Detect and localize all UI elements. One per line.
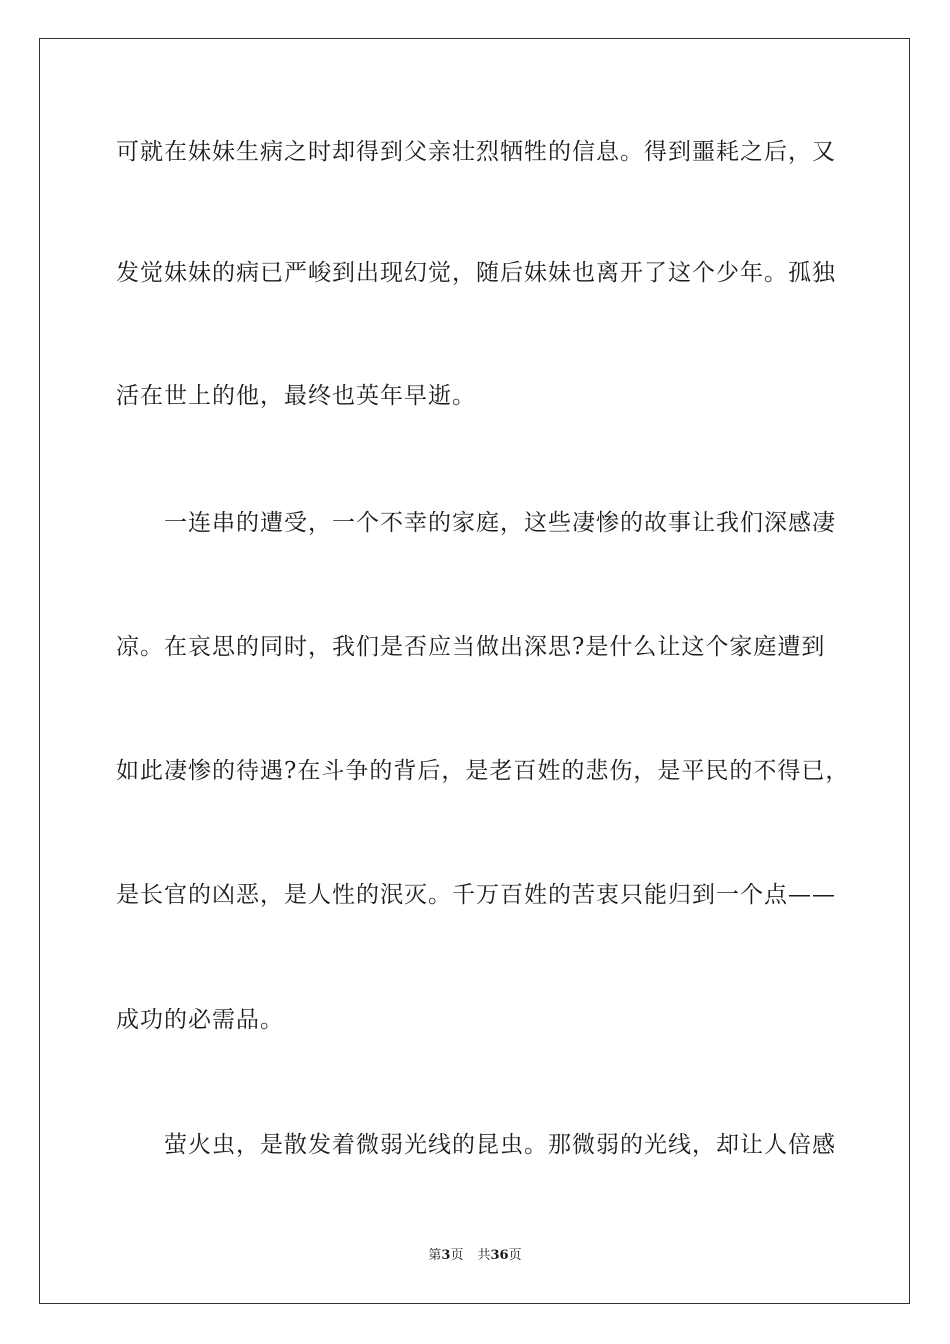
text-line-8: 成功的必需品。 [116, 1007, 284, 1033]
text-line-5: 凉。在哀思的同时，我们是否应当做出深思?是什么让这个家庭遭到 [116, 634, 826, 660]
text-line-3: 活在世上的他，最终也英年早逝。 [116, 383, 476, 409]
total-pages: 36 [490, 1248, 509, 1263]
text-line-9: 萤火虫，是散发着微弱光线的昆虫。那微弱的光线，却让人倍感 [164, 1132, 836, 1158]
page-number: 3 [441, 1248, 451, 1263]
page-prefix: 第 [428, 1248, 442, 1263]
total-prefix: 共 [477, 1248, 491, 1263]
page-border [39, 38, 910, 1304]
text-line-2: 发觉妹妹的病已严峻到出现幻觉，随后妹妹也离开了这个少年。孤独 [116, 260, 836, 286]
page-suffix: 页 [450, 1248, 464, 1263]
text-line-1: 可就在妹妹生病之时却得到父亲壮烈牺牲的信息。得到噩耗之后，又 [116, 139, 836, 165]
page-footer [0, 1247, 950, 1265]
text-line-7: 是长官的凶恶，是人性的泯灭。千万百姓的苦衷只能归到一个点—— [116, 882, 836, 908]
total-suffix: 页 [508, 1248, 522, 1263]
text-line-4: 一连串的遭受，一个不幸的家庭，这些凄惨的故事让我们深感凄 [164, 510, 836, 536]
text-line-6: 如此凄惨的待遇?在斗争的背后，是老百姓的悲伤，是平民的不得已， [116, 758, 850, 784]
